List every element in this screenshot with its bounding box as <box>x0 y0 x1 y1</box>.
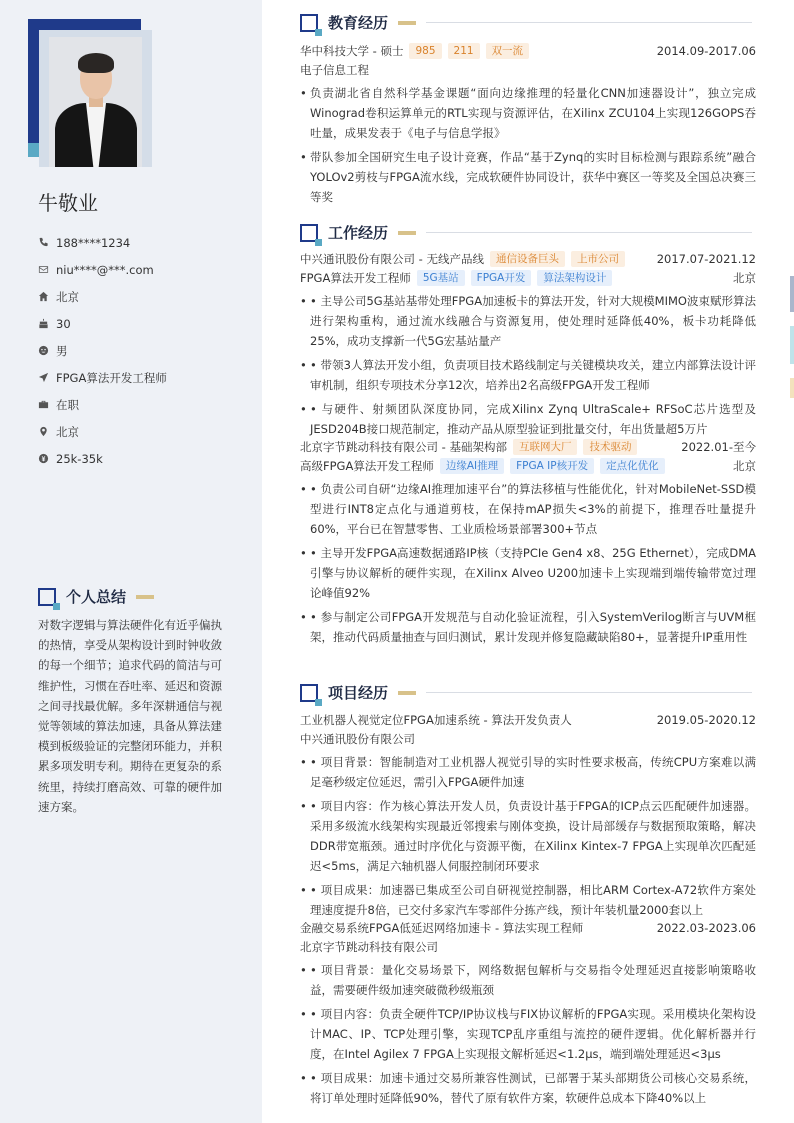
section-divider <box>426 22 752 23</box>
role-tag: 边缘AI推理 <box>440 458 504 474</box>
mail-icon <box>38 264 49 275</box>
info-salary: 25k-35k <box>38 445 167 472</box>
projects-title: 项目经历 <box>328 684 389 702</box>
info-gender: 男 <box>38 337 167 364</box>
list-item: • • 负责公司自研“边缘AI推理加速平台”的算法移植与性能优化，针对MobileNet-SSD模型进行INT8定点化与通道剪枝，在保持mAP损失<3%的前提下，推理吞吐量提升60%，平台已在智慧零售、工业质检场景部署300+节点 <box>300 479 756 539</box>
job-role: 高级FPGA算法开发工程师 <box>300 458 434 473</box>
job-company: 中兴通讯股份有限公司 - 无线产品线 <box>300 251 484 266</box>
role-tag: 5G基站 <box>417 270 465 286</box>
list-item: • • 项目背景：智能制造对工业机器人视觉引导的实时性要求极高，传统CPU方案难以满足毫秒级定位延迟，需引入FPGA硬件加速 <box>300 752 756 792</box>
project-name: 金融交易系统FPGA低延迟网络加速卡 - 算法实现工程师 <box>300 920 584 935</box>
project-company-row <box>300 937 756 956</box>
summary-title: 个人总结 <box>66 588 127 606</box>
project-company: 北京字节跳动科技有限公司 <box>300 939 438 954</box>
info-city: 北京 <box>38 283 167 310</box>
company-tag: 上市公司 <box>571 251 625 267</box>
list-item: • • 项目背景：量化交易场景下，网络数据包解析与交易指令处理延迟直接影响策略收益，需要硬件级加速突破微秒级瓶颈 <box>300 960 756 1000</box>
edge-mark <box>790 276 794 312</box>
project-header-row <box>300 710 756 729</box>
summary-text: 对数字逻辑与算法硬件化有近乎偏执的热情，享受从架构设计到时钟收敛的每一个细节；追求代码的简洁与可维护性，习惯在吞吐率、延迟和资源之间寻找最优解。多年深耕通信与视觉等领域的算法加速，具备从算法建模到板级验证的完整闭环能力，并积累多项发明专利。期待在更复杂的系统里，持续打磨高效、可靠的硬件加速方案。 <box>38 618 222 814</box>
list-item: • 负责湖北省自然科学基金课题“面向边缘推理的轻量化CNN加速器设计”，独立完成Winograd卷积运算单元的RTL实现与资源评估，在Xilinx ZCU104上实现126GOPS吞吐量，成果发表于《电子与信息学报》 <box>300 83 756 143</box>
education-title: 教育经历 <box>328 14 389 32</box>
project-bullets <box>300 960 756 1108</box>
list-item: • • 带领3人算法开发小组，负责项目技术路线制定与关键模块攻关，建立内部算法设计评审机制，组织专项技术分享12次，培养出2名高级FPGA开发工程师 <box>300 355 756 395</box>
info-email: niu****@***.com <box>38 256 167 283</box>
job-company-row <box>300 437 756 456</box>
briefcase-icon <box>38 399 49 410</box>
major: 电子信息工程 <box>300 62 369 77</box>
info-phone: 188****1234 <box>38 229 167 256</box>
education-section <box>300 41 756 207</box>
job-company-row <box>300 249 756 268</box>
job-bullets <box>300 479 756 647</box>
work-job-1 <box>300 249 756 439</box>
section-square-icon <box>38 588 56 606</box>
school-name: 华中科技大学 - 硕士 <box>300 43 404 58</box>
education-heading <box>300 12 752 33</box>
location-icon <box>38 426 49 437</box>
job-company: 北京字节跳动科技有限公司 - 基础架构部 <box>300 439 507 454</box>
project-dates: 2022.03-2023.06 <box>656 920 756 935</box>
edge-mark <box>790 326 794 364</box>
edge-mark <box>790 378 794 398</box>
role-tag: 算法架构设计 <box>537 270 612 286</box>
job-role-row <box>300 456 756 475</box>
sidebar <box>0 0 262 1123</box>
info-status: 在职 <box>38 391 167 418</box>
project-1 <box>300 710 756 920</box>
gender-icon <box>38 345 49 356</box>
list-item: • • 项目成果：加速器已集成至公司自研视觉控制器，相比ARM Cortex-A72软件方案处理速度提升8倍，已交付多家汽车零部件分拣产线，预计年装机量2000套以上 <box>300 880 756 920</box>
job-city: 北京 <box>733 458 756 473</box>
work-title: 工作经历 <box>328 224 389 242</box>
cake-icon <box>38 318 49 329</box>
list-item: • • 项目内容：负责全硬件TCP/IP协议栈与FIX协议解析的FPGA实现。采用模块化架构设计MAC、IP、TCP处理引擎，实现TCP乱序重组与流控的硬件逻辑。优化解析器并行度，在Intel Agilex 7 FPGA上实现报文解析延迟<1.2μs，端到端处理延迟<3μs <box>300 1004 756 1064</box>
info-target-city: 北京 <box>38 418 167 445</box>
education-dates: 2014.09-2017.06 <box>656 43 756 58</box>
list-item: • 带队参加全国研究生电子设计竞赛，作品“基于Zynq的实时目标检测与跟踪系统”融合YOLOv2剪枝与FPGA流水线，完成软硬件协同设计，获华中赛区一等奖及全国总决赛三等奖 <box>300 147 756 207</box>
job-bullets <box>300 291 756 439</box>
project-company: 中兴通讯股份有限公司 <box>300 731 415 746</box>
job-role-row <box>300 268 756 287</box>
section-square-icon <box>300 224 318 242</box>
company-tag: 互联网大厂 <box>513 439 578 455</box>
role-tag: 定点化优化 <box>600 458 665 474</box>
section-divider <box>426 692 752 693</box>
list-item: • • 与硬件、射频团队深度协同，完成Xilinx Zynq UltraScale+ RFSoC芯片选型及JESD204B接口规范制定，推动产品从原型验证到批量交付，年出货量超5万片 <box>300 399 756 439</box>
job-dates: 2022.01-至今 <box>681 439 756 454</box>
education-header-row <box>300 41 756 60</box>
work-job-2 <box>300 437 756 647</box>
work-heading <box>300 222 752 243</box>
list-item: • • 项目成果：加速卡通过交易所兼容性测试，已部署于某头部期货公司核心交易系统，将订单处理时延降低90%，替代了原有软件方案，软硬件总成本下降40%以上 <box>300 1068 756 1108</box>
contact-info-list <box>38 229 167 472</box>
education-tag: 双一流 <box>486 43 530 59</box>
project-company-row <box>300 729 756 748</box>
candidate-name: 牛敬业 <box>38 191 98 215</box>
education-tag: 985 <box>409 43 441 59</box>
section-gold-bar <box>398 691 416 695</box>
info-position: FPGA算法开发工程师 <box>38 364 167 391</box>
section-gold-bar <box>136 595 154 599</box>
avatar <box>28 19 152 167</box>
projects-heading <box>300 682 752 703</box>
section-gold-bar <box>398 231 416 235</box>
project-2 <box>300 918 756 1108</box>
section-square-icon <box>300 14 318 32</box>
list-item: • • 参与制定公司FPGA开发规范与自动化验证流程，引入SystemVerilog断言与UVM框架，推动代码质量抽查与回归测试，累计发现并修复隐藏缺陷80+，显著提升IP重用性 <box>300 607 756 647</box>
list-item: • • 项目内容：作为核心算法开发人员，负责设计基于FPGA的ICP点云匹配硬件加速器。采用多级流水线架构实现最近邻搜索与刚体变换，设计局部缓存与数据预取策略，解决DDR带宽瓶颈。通过时序优化与资源平衡，在Xilinx Kintex-7 FPGA上实现单次匹配延迟<5ms，满足六轴机器人伺服控制闭环要求 <box>300 796 756 876</box>
info-age: 30 <box>38 310 167 337</box>
education-tag: 211 <box>448 43 480 59</box>
project-bullets <box>300 752 756 920</box>
summary-heading <box>38 586 154 607</box>
project-header-row <box>300 918 756 937</box>
list-item: • • 主导开发FPGA高速数据通路IP核（支持PCIe Gen4 x8、25G Ethernet），完成DMA引擎与协议解析的硬件实现，在Xilinx Alveo U200加速卡上实现端到端传输带宽过理论峰值92% <box>300 543 756 603</box>
job-city: 北京 <box>733 270 756 285</box>
role-tag: FPGA IP核开发 <box>510 458 594 474</box>
avatar-photo <box>39 30 152 167</box>
section-gold-bar <box>398 21 416 25</box>
education-bullets <box>300 83 756 207</box>
company-tag: 通信设备巨头 <box>490 251 565 267</box>
major-row <box>300 60 756 79</box>
project-dates: 2019.05-2020.12 <box>656 712 756 727</box>
home-icon <box>38 291 49 302</box>
project-name: 工业机器人视觉定位FPGA加速系统 - 算法开发负责人 <box>300 712 572 727</box>
salary-icon <box>38 453 49 464</box>
phone-icon <box>38 237 49 248</box>
job-role: FPGA算法开发工程师 <box>300 270 411 285</box>
send-icon <box>38 372 49 383</box>
role-tag: FPGA开发 <box>471 270 532 286</box>
section-divider <box>426 232 752 233</box>
list-item: • • 主导公司5G基站基带处理FPGA加速板卡的算法开发，针对大规模MIMO波束赋形算法进行架构重构，通过流水线融合与资源复用，使处理时延降低40%，板卡功耗降低25%，成功支撑新一代5G宏基站量产 <box>300 291 756 351</box>
section-square-icon <box>300 684 318 702</box>
company-tag: 技术驱动 <box>583 439 637 455</box>
job-dates: 2017.07-2021.12 <box>656 251 756 266</box>
